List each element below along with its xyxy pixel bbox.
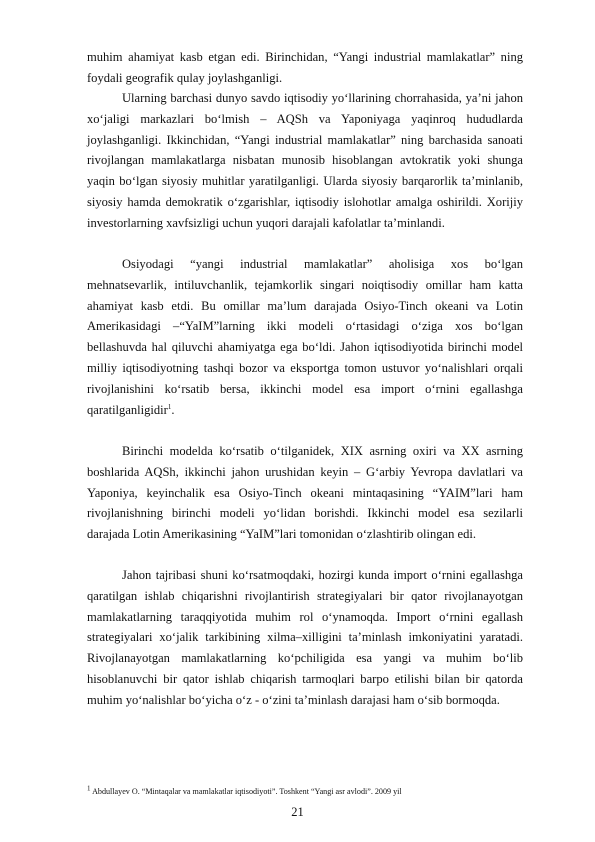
text-line: siyosiy hamda demokratik o‘zgarishlar, iqtisodiy islohotlar amalga oshirildi. Xorijiy	[87, 194, 523, 209]
text-line: investorlarning xavfsizligi uchun yuqori darajali kafolatlar ta’minlandi.	[87, 215, 445, 230]
paragraph	[87, 47, 523, 89]
text-line: yaqin bo‘lgan siyosiy muhitlar yaratilganligi. Ularda siyosiy barqarorlik ta’minlanib,	[87, 174, 523, 189]
footnote	[87, 784, 402, 796]
text-line: ahamiyat kasb etdi. Bu omillar ma’lum darajada Osiyo-Tinch okeani va Lotin	[87, 298, 523, 313]
text-line: Osiyodagi “yangi industrial mamlakatlar” aholisiga xos bo‘lgan	[122, 257, 523, 271]
text-line: mehnatsevarlik, intiluvchanlik, tejamkorlik singari noiqtisodiy omillar ham katta	[87, 277, 523, 292]
text-line: darajada Lotin Amerikasining “YaIM”lari tomonidan o‘zlashtirib olingan edi.	[87, 527, 476, 542]
text-line: mamlakatlarning taraqqiyotida muhim rol o‘ynamoqda. Import o‘rnini egallash	[87, 609, 523, 624]
text-line: qaratilgan ishlab chiqarishni rivojlantirish strategiyalari bir qator rivojlanayotgan	[87, 588, 523, 603]
text-line: milliy iqtisodiyotning tashqi bozor va eksportga tomon ustuvor yo‘nalishlari orqali	[87, 360, 523, 375]
text-line: strategiyalari xo‘jalik tarkibining xilma–xilligini ta’minlash imkoniyatini yaratadi.	[87, 630, 523, 645]
text-line: boshlarida AQSh, ikkinchi jahon urushidan keyin – G‘arbiy Yevropa davlatlari va	[87, 464, 523, 479]
text-line: xo‘jaligi markazlari bo‘lmish – AQSh va Yaponiyaga yaqinroq hududlarda	[87, 111, 523, 126]
text-line: rivojlanishning birinchi modeli yo‘lidan borishdi. Ikkinchi model esa sezilarli	[87, 506, 523, 521]
paragraph	[87, 88, 523, 234]
paragraph	[87, 254, 523, 420]
text-line: Amerikasidagi –“YaIM”larning ikki modeli o‘rtasidagi o‘ziga xos bo‘lgan	[87, 319, 523, 334]
text-line: joylashganligi. Ikkinchidan, “Yangi industrial mamlakatlar” ning barchasida sanoati	[87, 132, 523, 147]
text-line: Jahon tajribasi shuni ko‘rsatmoqdaki, hozirgi kunda import o‘rnini egallashga	[122, 568, 523, 582]
text-line: Birinchi modelda ko‘rsatib o‘tilganidek, XIX asrning oxiri va XX asrning	[122, 444, 523, 458]
text-line: Ularning barchasi dunyo savdo iqtisodiy yo‘llarining chorrahasida, ya’ni jahon	[122, 91, 523, 105]
text-line: muhim ahamiyat kasb etgan edi. Birinchidan, “Yangi industrial mamlakatlar” ning	[87, 50, 523, 64]
footnote-mark: 1	[87, 784, 91, 793]
page-number: 21	[291, 805, 304, 819]
text-line: hisoblanuvchi bir qator ishlab chiqarish tarmoqlari barpo etilishi bilan bir qatorda	[87, 671, 523, 686]
text-line: Yaponiya, keyinchalik esa Osiyo-Tinch okeani mintaqasining “YAIM”lari ham	[87, 485, 523, 500]
footnote-reference: 1	[167, 402, 172, 411]
footnote-text: Abdullayev O. “Mintaqalar va mamlakatlar iqtisodiyoti”. Toshkent “Yangi asr avlodi”. 2009 yil	[90, 787, 402, 796]
text-line: foydali geografik qulay joylashganligi.	[87, 70, 283, 85]
paragraph	[87, 441, 523, 545]
text-line: bellashuvda hal qiluvchi ahamiyatga ega bo‘ldi. Jahon iqtisodiyotida birinchi model	[87, 340, 523, 355]
text-line: Rivojlanayotgan mamlakatlarning ko‘pchiligida esa yangi va muhim bo‘lib	[87, 651, 523, 666]
text-line: rivojlangan mamlakatlarga nisbatan munosib hisoblangan avtokratik yoki shunga	[87, 153, 523, 168]
paragraph	[87, 565, 523, 711]
text-line: rivojlanishini ko‘rsatib bersa, ikkinchi model esa import o‘rnini egallashga	[87, 381, 523, 396]
text-line: qaratilganligidir$^1$.	[87, 402, 175, 417]
text-line: muhim yo‘nalishlar bo‘yicha o‘z - o‘zini ta’minlash darajasi ham o‘sib bormoqda.	[87, 692, 500, 707]
